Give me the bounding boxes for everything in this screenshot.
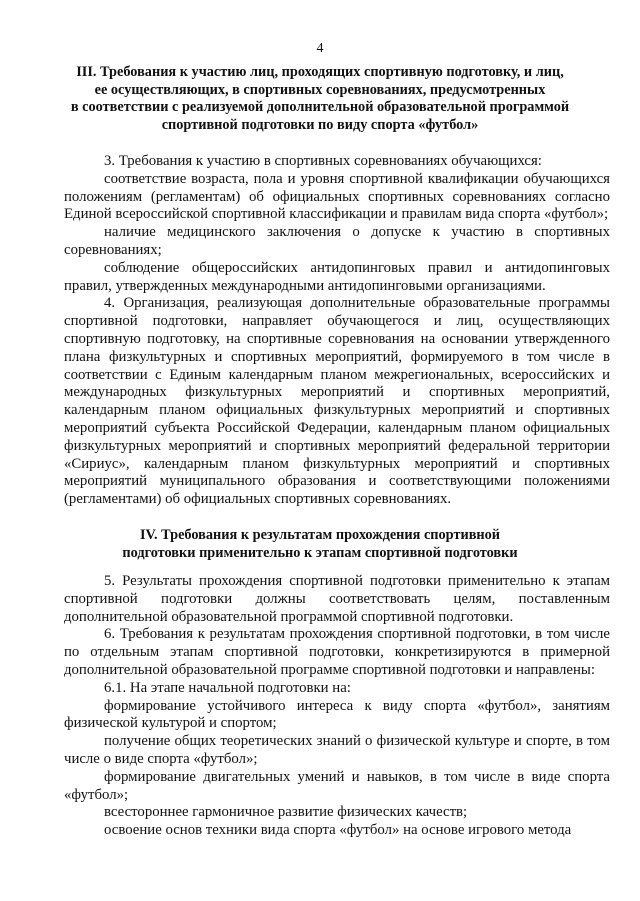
- heading-line: подготовки применительно к этапам спортивной подготовки: [122, 544, 518, 561]
- paragraph: 6.1. На этапе начальной подготовки на:: [104, 679, 351, 696]
- paragraph: 4. Организация, реализующая дополнительные образовательные программы спортивной подготовки, направляет обучающегося и лиц, осуществляющих спортивную подготовку, на спортивные соревнования на основании утвержденного плана физкультурных и спортивных мероприятий, формируемого в том числе в соответствии с Единым календарным планом межрегиональных, всероссийских и международных физкультурных мероприятий и спортивных мероприятий, календарным планом официальных физкультурных мероприятий и спортивных мероприятий субъекта Российской Федерации, календарным планом официальных физкультурных мероприятий и спортивных мероприятий федеральной территории «Сириус», календарным планом физкультурных мероприятий и спортивных мероприятий муниципального образования и соответствующими положениями (регламентами) об официальных спортивных соревнованиях.: [64, 295, 610, 508]
- paragraph: всестороннее гармоничное развитие физических качеств;: [104, 804, 468, 821]
- paragraph: освоение основ техники вида спорта «футбол» на основе игрового метода: [104, 822, 572, 839]
- heading-line: III. Требования к участию лиц, проходящих спортивную подготовку, и лиц,: [76, 64, 564, 80]
- page-number: 4: [316, 41, 324, 56]
- paragraph: 6. Требования к результатам прохождения спортивной подготовки, в том числе по отдельным этапам спортивной подготовки, конкретизируются в примерной дополнительной образовательной программе спортивной подготовки и направлены:: [64, 626, 610, 678]
- section-4-heading: [40, 527, 600, 562]
- paragraph: наличие медицинского заключения о допуске к участию в спортивных соревнованиях;: [64, 224, 610, 258]
- heading-line: в соответствии с реализуемой дополнительной образовательной программой: [70, 99, 570, 116]
- paragraph: получение общих теоретических знаний о физической культуре и спорте, в том числе о виде спорта «футбол»;: [64, 733, 610, 767]
- heading-line: ее осуществляющих, в спортивных соревнованиях, предусмотренных: [94, 81, 546, 98]
- heading-line: IV. Требования к результатам прохождения спортивной: [139, 527, 501, 543]
- document-body: [64, 153, 610, 840]
- paragraph: 5. Результаты прохождения спортивной подготовки применительно к этапам спортивной подготовки должны соответствовать целям, поставленным дополнительной образовательной программой спортивной подготовки.: [64, 572, 610, 625]
- heading-line: спортивной подготовки по виду спорта «футбол»: [161, 116, 479, 133]
- paragraph: 3. Требования к участию в спортивных соревнованиях обучающихся:: [104, 153, 542, 169]
- paragraph: соответствие возраста, пола и уровня спортивной квалификации обучающихся положениям (регламентам) об официальных спортивных соревнованиях согласно Единой всероссийской спортивной классификации и правилам вида спорта «футбол»;: [64, 170, 610, 223]
- paragraph: соблюдение общероссийских антидопинговых правил и антидопинговых правил, утвержденных международными антидопинговыми организациями.: [64, 259, 610, 294]
- section-3-heading: [40, 64, 600, 134]
- paragraph: формирование двигательных умений и навыков, в том числе в виде спорта «футбол»;: [64, 768, 610, 803]
- paragraph: формирование устойчивого интереса к виду спорта «футбол», занятиям физической культурой и спортом;: [64, 697, 610, 732]
